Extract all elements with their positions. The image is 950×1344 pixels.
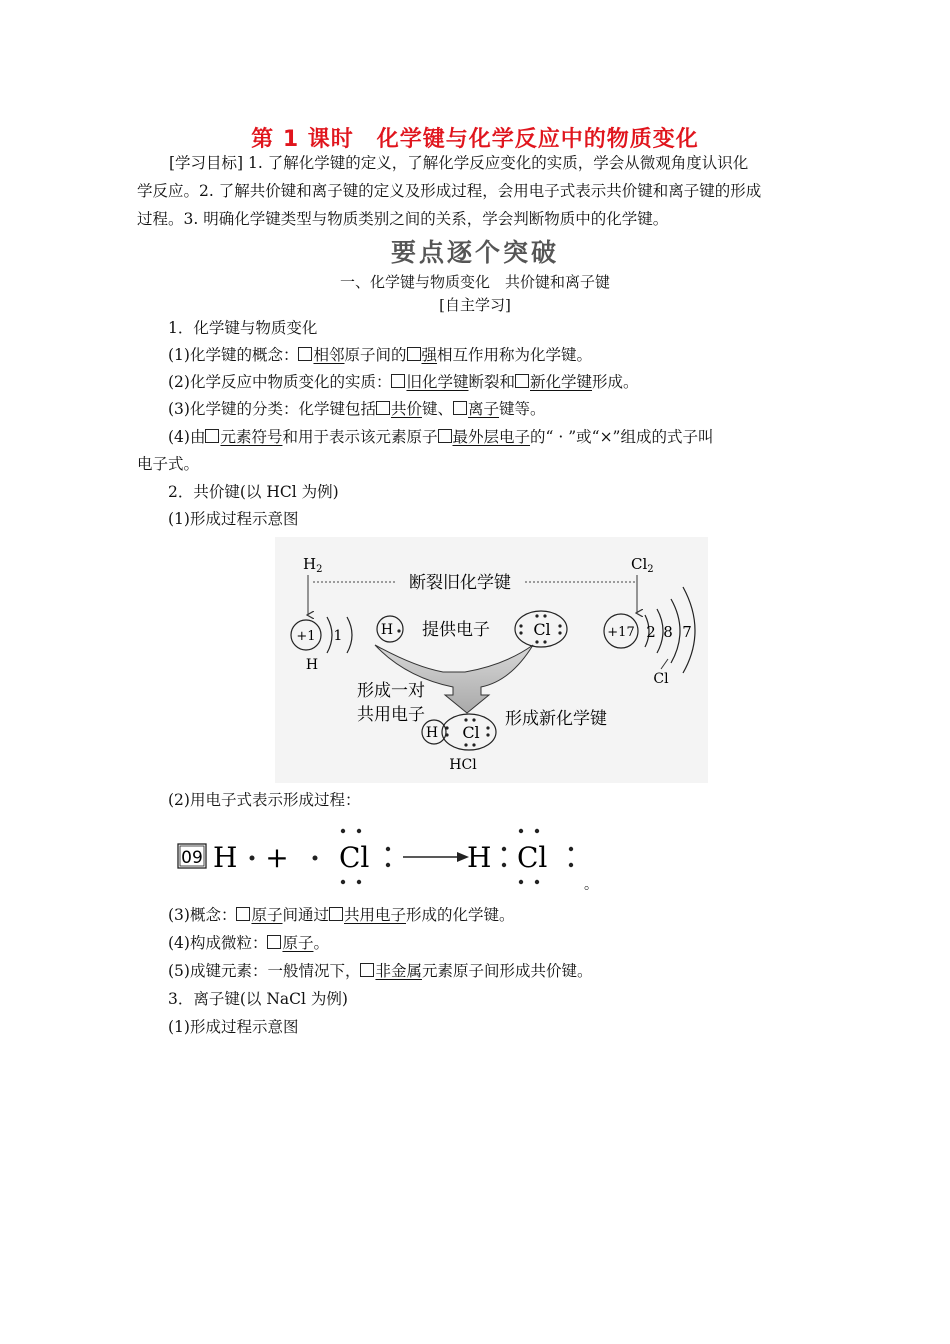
- eq-h-atom: H: [213, 841, 238, 874]
- lesson-title: 第 1 课时 化学键与化学反应中的物质变化: [251, 127, 699, 152]
- eq-cl-atom: Cl: [339, 841, 370, 874]
- svg-text:2: 2: [646, 623, 656, 641]
- svg-text:7: 7: [682, 623, 692, 641]
- learning-objectives: [137, 149, 817, 233]
- answer-box-icon: [329, 907, 343, 921]
- answer-blank: 最外层电子: [452, 428, 531, 446]
- section-heading: 一、化学键与物质变化 共价键和离子键: [339, 273, 610, 291]
- svg-text:Cl: Cl: [533, 620, 551, 639]
- h-atom-label: H: [305, 657, 319, 673]
- answer-blank: 非金属: [375, 962, 422, 980]
- answer-box-icon: [453, 401, 467, 415]
- item1-line1: (1)化学键的概念： 相邻原子间的 强相互作用称为化学键。: [168, 346, 593, 364]
- section-banner: 要点逐个突破: [390, 238, 559, 267]
- cl2-label: $Cl_2$: [631, 555, 654, 575]
- svg-text:。: 。: [584, 877, 598, 891]
- svg-text:H: H: [380, 622, 394, 638]
- objectives-text-3: 过程。3. 明确化学键类型与物质类别之间的关系，学会判断物质中的化学键。: [137, 210, 669, 228]
- hcl-label: HCl: [449, 757, 477, 773]
- item2-heading: 2．共价键(以 HCl 为例): [168, 483, 339, 501]
- break-bond-label: 断裂旧化学键: [409, 573, 511, 593]
- item2-line5: (5)成键元素：一般情况下， 非金属元素原子间形成共价键。: [168, 962, 593, 980]
- answer-box-icon: [438, 429, 452, 443]
- objectives-text-2: 学反应。2. 了解共价键和离子键的定义及形成过程，会用电子式表示共价键和离子键的形成: [137, 182, 762, 200]
- eq-product-cl: Cl: [517, 841, 548, 874]
- answer-blank: 相邻: [313, 346, 345, 364]
- eq-product-h: H: [467, 841, 492, 874]
- answer-box-icon: [205, 429, 219, 443]
- answer-box-icon: [360, 963, 374, 977]
- item1-heading: 1．化学键与物质变化: [168, 319, 318, 337]
- answer-blank: 强: [421, 346, 438, 364]
- item1-line3: (3)化学键的分类：化学键包括 共价键、 离子键等。: [168, 400, 546, 418]
- objectives-label: [学习目标]: [169, 154, 244, 172]
- item2-sub2: (2)用电子式表示形成过程：: [168, 791, 361, 809]
- svg-text:Cl: Cl: [462, 723, 480, 742]
- equation-badge: 09: [181, 848, 203, 868]
- cl-atom-label: Cl: [653, 671, 669, 687]
- svg-text:8: 8: [663, 623, 673, 641]
- answer-blank: 旧化学键: [406, 373, 469, 391]
- item1-line4: (4)由 元素符号和用于表示该元素原子 最外层电子的“ · ”或“×”组成的式子叫: [168, 428, 714, 446]
- svg-text:+17: +17: [607, 625, 635, 640]
- item3-sub1: (1)形成过程示意图: [168, 1018, 299, 1036]
- new-bond-label: 形成新化学键: [505, 709, 607, 729]
- answer-blank: 元素符号: [220, 428, 283, 446]
- answer-box-icon: [391, 374, 405, 388]
- item3-heading: 3．离子键(以 NaCl 为例): [168, 990, 348, 1008]
- item1-line4b: 电子式。: [137, 455, 200, 473]
- share-pair-label-2: 共用电子: [357, 705, 425, 725]
- answer-box-icon: [267, 935, 281, 949]
- share-pair-label-1: 形成一对: [357, 681, 425, 701]
- answer-blank: 共用电子: [344, 906, 407, 924]
- item2-sub1: (1)形成过程示意图: [168, 510, 299, 528]
- answer-blank: 新化学键: [530, 373, 593, 391]
- svg-text:+1: +1: [296, 629, 316, 644]
- item1-line2: (2)化学反应中物质变化的实质： 旧化学键断裂和 新化学键形成。: [168, 373, 639, 391]
- hcl-formation-diagram: [275, 537, 708, 783]
- h2-label: $H_2$: [303, 555, 323, 575]
- answer-box-icon: [515, 374, 529, 388]
- electron-dot-equation: [177, 823, 617, 891]
- answer-box-icon: [376, 401, 390, 415]
- answer-blank: 原子: [282, 934, 314, 952]
- objectives-text-1: 1. 了解化学键的定义，了解化学反应变化的实质，学会从微观角度认识化: [248, 154, 749, 172]
- self-study-label: [自主学习]: [439, 296, 511, 314]
- provide-electron-label: 提供电子: [422, 620, 490, 640]
- answer-blank: 共价: [390, 400, 422, 418]
- answer-box-icon: [236, 907, 250, 921]
- answer-blank: 离子: [468, 400, 500, 418]
- answer-box-icon: [298, 347, 312, 361]
- answer-box-icon: [407, 347, 421, 361]
- item2-line3: (3)概念： 原子间通过 共用电子形成的化学键。: [168, 906, 515, 924]
- eq-plus: +: [265, 841, 289, 874]
- answer-blank: 原子: [251, 906, 283, 924]
- svg-text:1: 1: [333, 628, 343, 644]
- item2-line4: (4)构成微粒： 原子。: [168, 934, 329, 952]
- svg-text:H: H: [425, 725, 439, 741]
